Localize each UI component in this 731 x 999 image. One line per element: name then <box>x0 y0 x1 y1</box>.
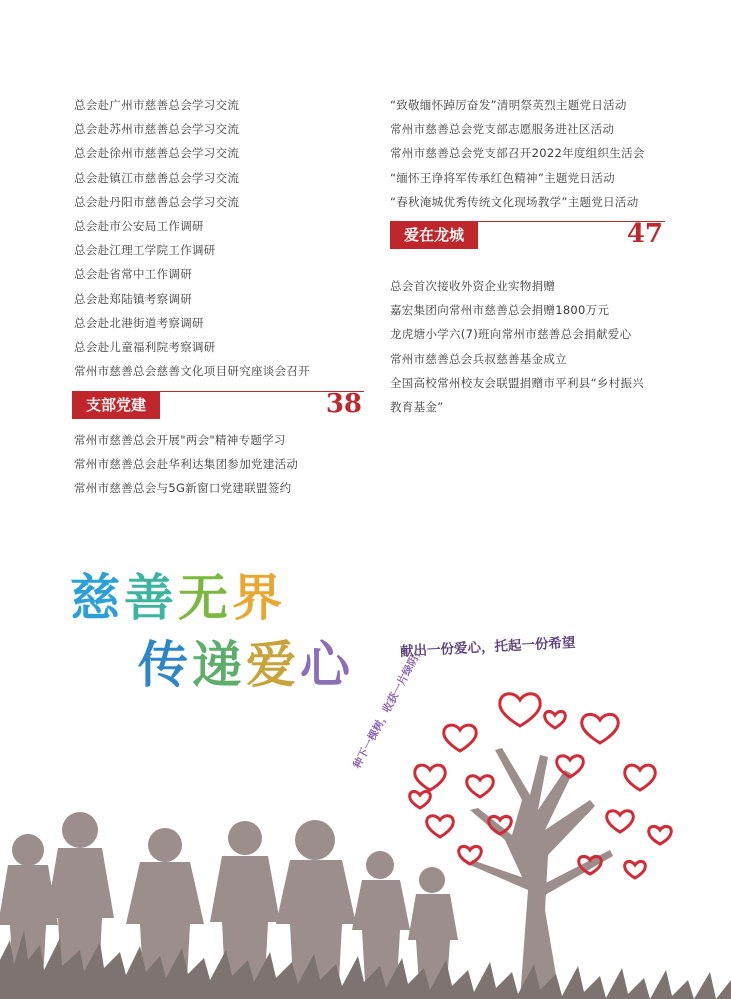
slogan-char: 心 <box>300 636 354 694</box>
toc-entry[interactable]: 龙虎塘小学六(7)班向常州市慈善总会捐献爱心 <box>390 327 632 342</box>
toc-list-right-bottom <box>390 274 644 419</box>
toc-entry[interactable]: 全国高校常州校友会联盟捐赠市平利县“乡村振兴 <box>390 375 645 390</box>
charity-illustration <box>0 660 731 999</box>
toc-entry[interactable]: “缅怀王诤将军传承红色精神”主题党日活动 <box>390 170 615 185</box>
section-page-number: 47 <box>626 219 663 249</box>
toc-entry[interactable]: 常州市慈善总会党支部志愿服务进社区活动 <box>390 122 615 137</box>
toc-entry[interactable]: 常州市慈善总会党支部召开2022年度组织生活会 <box>390 146 645 161</box>
toc-entry[interactable]: 总会赴广州市慈善总会学习交流 <box>74 98 240 112</box>
toc-entry[interactable]: 总会赴省常中工作调研 <box>74 267 192 282</box>
toc-entry[interactable]: 总会赴江理工学院工作调研 <box>74 243 216 258</box>
toc-entry[interactable]: 嘉宏集团向常州市慈善总会捐赠1800万元 <box>390 303 610 318</box>
slogan-line-2 <box>138 625 354 697</box>
section-title: 支部党建 <box>72 391 160 419</box>
tagline: 献出一份爱心，托起一份希望 <box>399 634 576 660</box>
toc-entry[interactable]: 总会赴丹阳市慈善总会学习交流 <box>74 194 240 209</box>
toc-list-left-bottom <box>74 428 298 501</box>
section-page-number: 38 <box>325 389 362 419</box>
toc-entry[interactable]: 总会赴北港街道考察调研 <box>74 315 204 330</box>
toc-entry[interactable]: 常州市慈善总会开展"两会"精神专题学习 <box>74 433 286 447</box>
toc-entry[interactable]: 总会赴镇江市慈善总会学习交流 <box>74 170 240 185</box>
toc-entry[interactable]: 常州市慈善总会赴华利达集团参加党建活动 <box>74 457 299 472</box>
slogan-line-1 <box>70 558 286 630</box>
toc-entry[interactable]: 总会赴苏州市慈善总会学习交流 <box>74 122 240 137</box>
toc-entry[interactable]: 常州市慈善总会慈善文化项目研究座谈会召开 <box>74 364 310 379</box>
toc-entry[interactable]: 总会赴市公安局工作调研 <box>74 218 204 233</box>
toc-entry[interactable]: 常州市慈善总会与5G新窗口党建联盟签约 <box>74 481 292 496</box>
slogan-char: 爱 <box>246 636 300 694</box>
slogan-char: 传 <box>138 636 192 694</box>
section-header-longcheng <box>390 221 665 257</box>
slogan-char: 界 <box>232 569 286 627</box>
toc-entry[interactable]: 总会首次接收外资企业实物捐赠 <box>390 279 556 293</box>
toc-entry[interactable]: 常州市慈善总会兵叔慈善基金成立 <box>390 351 567 366</box>
toc-entry[interactable]: 教育基金” <box>390 399 444 414</box>
slogan-char: 慈 <box>70 569 124 627</box>
slogan-char: 善 <box>124 569 178 627</box>
section-header-zhibu <box>72 391 364 427</box>
slogan-char: 无 <box>178 569 232 627</box>
toc-entry[interactable]: 总会赴郑陆镇考察调研 <box>74 291 192 306</box>
toc-list-left-top <box>74 93 310 383</box>
toc-entry[interactable]: “春秋淹城优秀传统文化现场教学”主题党日活动 <box>390 194 639 209</box>
toc-entry[interactable]: 总会赴徐州市慈善总会学习交流 <box>74 146 240 161</box>
section-title: 爱在龙城 <box>390 221 478 249</box>
tagline-vertical: 种下一棵树，收获一片绿阴； <box>351 644 426 771</box>
slogan-char: 递 <box>192 636 246 694</box>
toc-list-right-top <box>390 93 645 214</box>
toc-entry[interactable]: 总会赴儿童福利院考察调研 <box>74 339 216 354</box>
toc-entry[interactable]: “致敬缅怀踔厉奋发”清明祭英烈主题党日活动 <box>390 98 627 112</box>
